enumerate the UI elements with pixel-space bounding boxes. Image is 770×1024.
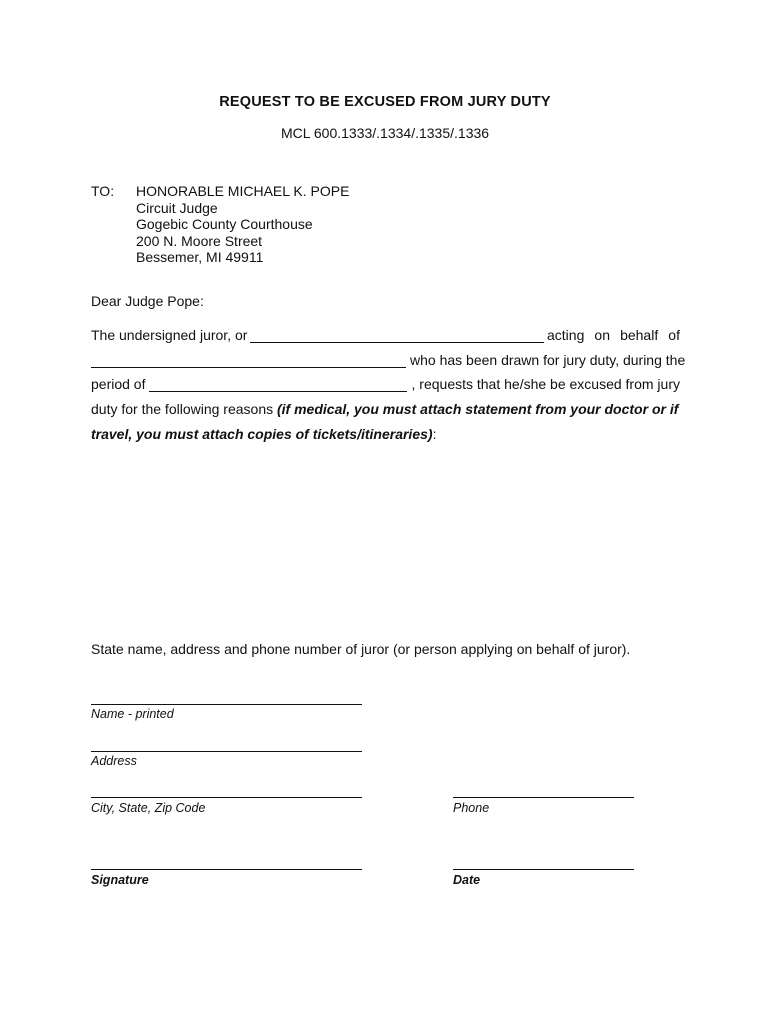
address-label: Address — [91, 754, 137, 768]
date-line[interactable] — [453, 869, 634, 870]
body-line-5 — [91, 424, 680, 444]
name-printed-line[interactable] — [91, 704, 362, 705]
juror-name-blank[interactable] — [91, 355, 406, 368]
phone-label: Phone — [453, 801, 490, 815]
body-word: on — [594, 327, 610, 343]
recipient-title: Circuit Judge — [136, 199, 218, 216]
body-text: , requests that he/she be excused from jury — [411, 376, 680, 392]
behalf-of-name-blank[interactable] — [250, 330, 544, 343]
body-text: : — [432, 426, 437, 442]
name-printed-label: Name - printed — [91, 707, 174, 721]
document-title: REQUEST TO BE EXCUSED FROM JURY DUTY — [219, 94, 551, 110]
body-line-3 — [91, 374, 680, 394]
body-line-2 — [91, 350, 686, 370]
body-text: who has been drawn for jury duty, during the — [410, 352, 686, 368]
address-line[interactable] — [91, 751, 362, 752]
body-text: The undersigned juror, or — [91, 327, 248, 343]
city-state-zip-label: City, State, Zip Code — [91, 801, 206, 815]
city-state-zip-line[interactable] — [91, 797, 362, 798]
salutation: Dear Judge Pope: — [91, 293, 204, 309]
jury-period-blank[interactable] — [149, 379, 407, 392]
date-label: Date — [453, 873, 481, 887]
phone-line[interactable] — [453, 797, 634, 798]
body-word: acting — [547, 327, 585, 343]
recipient-city: Bessemer, MI 49911 — [136, 249, 264, 265]
body-line-4 — [91, 399, 680, 419]
recipient-name: HONORABLE MICHAEL K. POPE — [136, 183, 350, 199]
to-label: TO: — [91, 183, 115, 199]
body-emphasis: (if medical, you must attach statement from your doctor or if — [277, 401, 679, 417]
body-line-1 — [91, 325, 680, 345]
recipient-address-block — [136, 183, 349, 266]
body-text-justified — [547, 325, 680, 345]
body-word: behalf — [620, 327, 659, 343]
recipient-court: Gogebic County Courthouse — [136, 216, 313, 232]
recipient-street: 200 N. Moore Street — [136, 232, 263, 249]
signature-line[interactable] — [91, 869, 362, 870]
instructions-text: State name, address and phone number of juror (or person applying on behalf of juror). — [91, 641, 631, 657]
signature-label: Signature — [91, 873, 149, 887]
body-word: of — [668, 327, 680, 343]
body-emphasis: travel, you must attach copies of tickets/itineraries) — [91, 426, 433, 442]
body-text: duty for the following reasons — [91, 401, 274, 417]
statute-citation: MCL 600.1333/.1334/.1335/.1336 — [280, 125, 490, 141]
body-text: period of — [91, 376, 146, 392]
